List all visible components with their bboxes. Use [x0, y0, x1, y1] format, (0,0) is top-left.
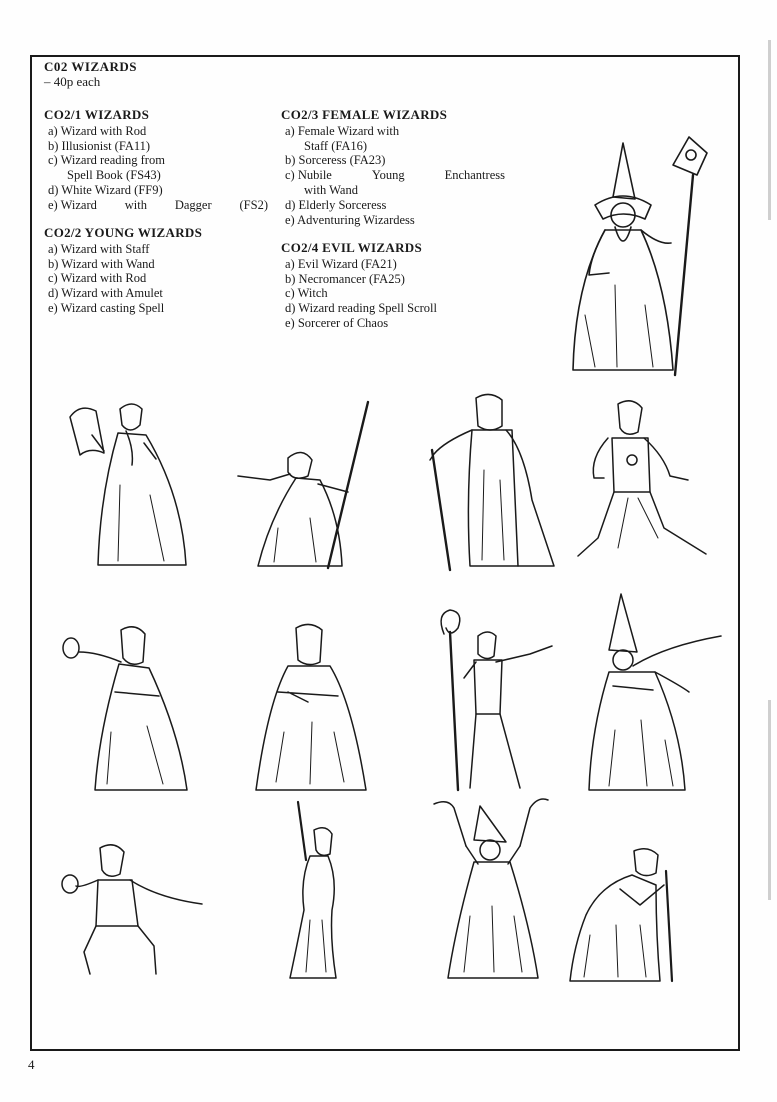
- list-item: c) Wizard with Rod: [48, 271, 147, 286]
- list-item: e) Adventuring Wizardess: [285, 212, 415, 227]
- list-item: d) Wizard reading Spell Scroll: [285, 301, 438, 316]
- page-number: 4: [28, 1057, 35, 1072]
- list-item: a) Evil Wizard (FA21): [285, 256, 397, 271]
- list-item: with Wand: [304, 182, 358, 197]
- section-young-wizards: [44, 226, 202, 316]
- section-heading: CO2/4 EVIL WIZARDS: [281, 240, 422, 255]
- catalog-title: C02 WIZARDS: [44, 59, 138, 74]
- list-item: b) Sorceress (FA23): [285, 153, 386, 168]
- list-item: b) Illusionist (FA11): [48, 138, 151, 153]
- list-item: d) White Wizard (FF9): [48, 182, 163, 197]
- section-heading: CO2/2 YOUNG WIZARDS: [44, 225, 203, 240]
- list-item: b) Necromancer (FA25): [285, 271, 405, 286]
- section-heading: CO2/1 WIZARDS: [44, 107, 150, 122]
- elderly-sorceress-with-cane-figure: [560, 845, 690, 985]
- catalog-header: [44, 59, 137, 89]
- wizard-reading-scroll-figure: [60, 395, 200, 575]
- crouching-wizard-with-wand-figure: [58, 842, 208, 982]
- list-item: Staff (FA16): [304, 138, 368, 153]
- list-item: c) Nubile Young Enchantress: [285, 168, 505, 183]
- list-item: a) Female Wizard with: [285, 123, 400, 138]
- wizard-pointing-with-staff-figure: [430, 604, 565, 799]
- list-item: a) Wizard with Rod: [48, 123, 147, 138]
- tall-hat-wizard-with-staff-figure: [555, 135, 715, 380]
- list-item: Spell Book (FS43): [67, 168, 161, 183]
- section-wizards: [44, 108, 268, 213]
- hooded-wizard-with-rod-figure: [248, 622, 373, 797]
- list-item: d) Wizard with Amulet: [48, 286, 163, 301]
- scan-edge-mark: [768, 700, 771, 900]
- pointed-hat-sorcerer-pointing-figure: [585, 590, 730, 795]
- enchantress-raising-wand-figure: [270, 800, 360, 985]
- price-line: – 40p each: [44, 74, 101, 89]
- list-item: e) Wizard casting Spell: [48, 300, 165, 315]
- list-item: c) Witch: [285, 286, 328, 301]
- witch-with-raised-arms-figure: [430, 796, 555, 986]
- list-item: a) Wizard with Staff: [48, 241, 150, 256]
- young-wizard-with-dagger-figure: [568, 398, 718, 563]
- section-heading: CO2/3 FEMALE WIZARDS: [281, 107, 448, 122]
- list-item: e) Wizard with Dagger (FS2): [48, 197, 268, 212]
- scan-edge-mark: [768, 40, 771, 220]
- wizard-holding-amulet-figure: [55, 622, 195, 797]
- list-item: c) Wizard reading from: [48, 153, 165, 168]
- list-item: d) Elderly Sorceress: [285, 197, 387, 212]
- section-female-wizards: [281, 108, 505, 227]
- list-item: b) Wizard with Wand: [48, 256, 155, 271]
- list-item: e) Sorcerer of Chaos: [285, 315, 389, 330]
- hooded-wizard-with-staff-figure: [420, 390, 560, 575]
- section-evil-wizards: [281, 241, 437, 331]
- hunched-wizard-with-staff-figure: [230, 398, 380, 573]
